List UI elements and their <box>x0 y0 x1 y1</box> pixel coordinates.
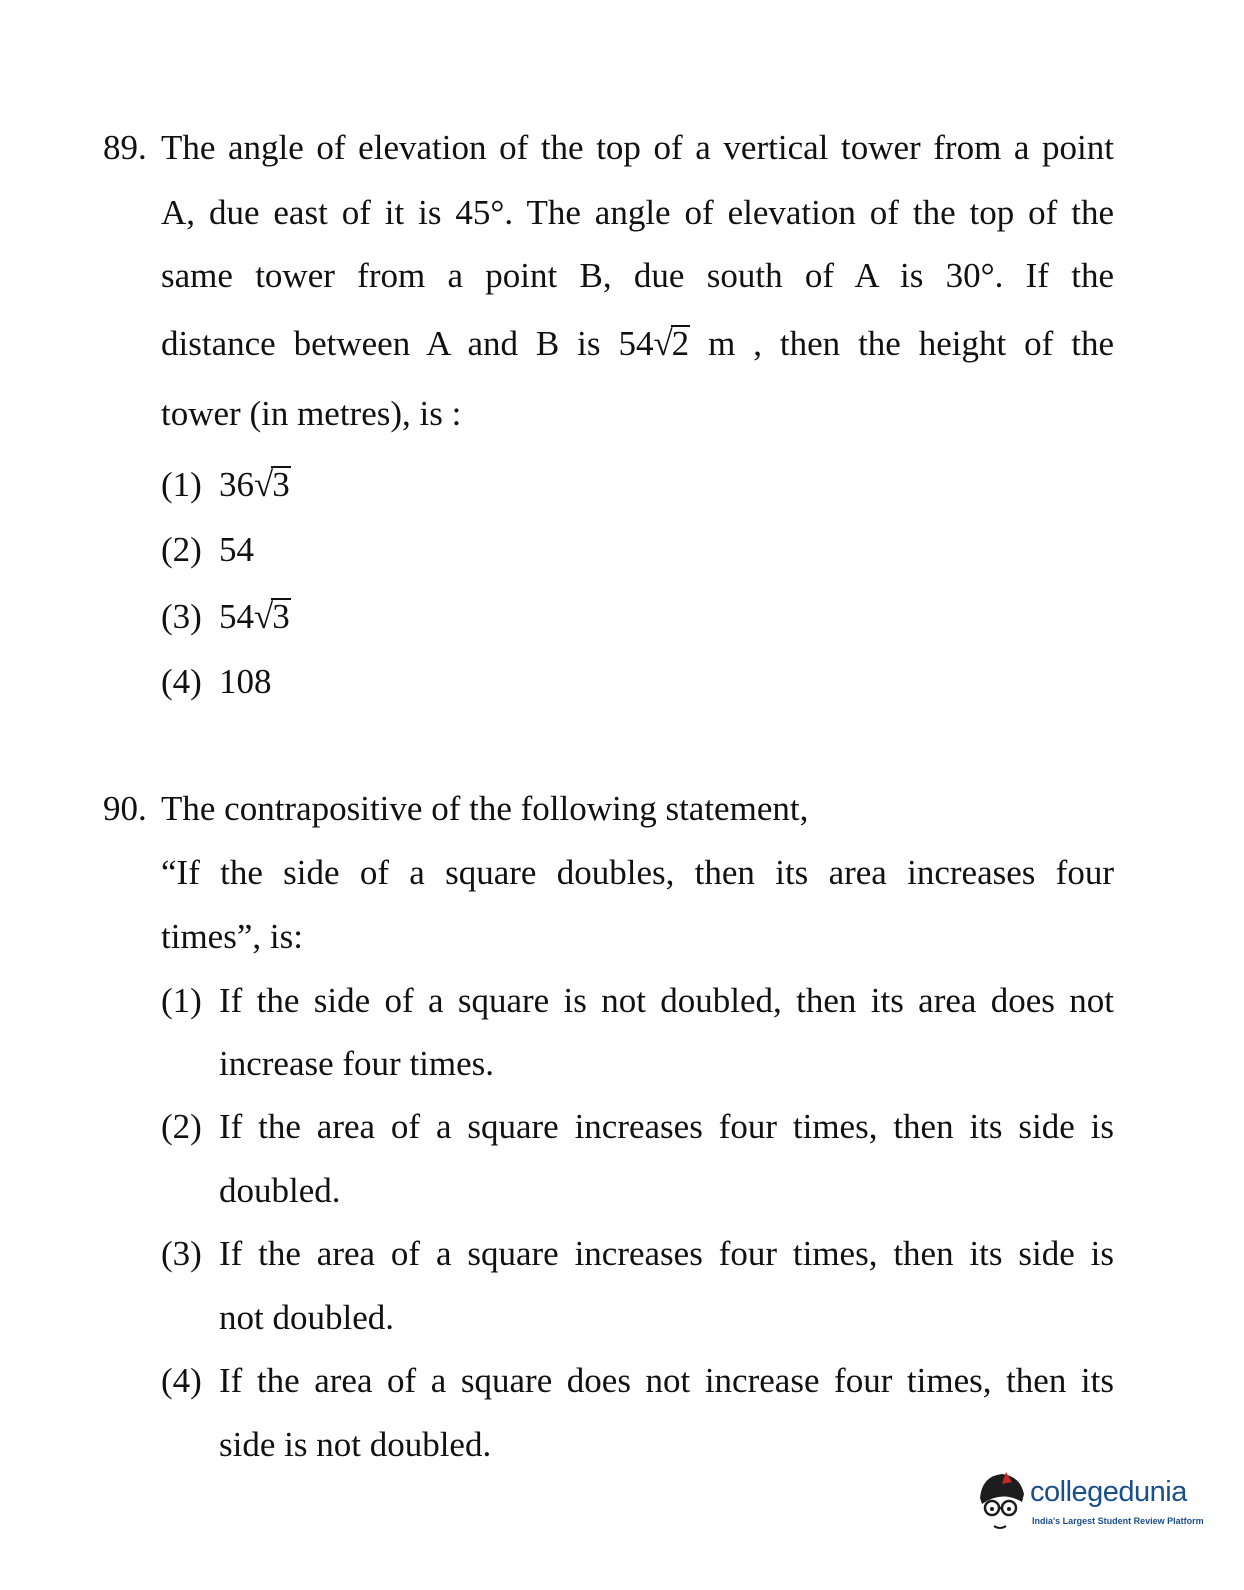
question-text-line: same tower from a point B, due south of A is 30°. If the <box>161 256 1114 295</box>
logo-tagline: India's Largest Student Review Platform <box>1032 1516 1204 1526</box>
mascot-icon <box>972 1468 1032 1558</box>
option-label: (2) <box>161 1107 202 1146</box>
option-2 <box>161 530 254 570</box>
option-text: If the area of a square increases four times, then its side is <box>219 1234 1114 1273</box>
text-fragment: m , then the height of the <box>690 324 1115 363</box>
option-text: side is not doubled. <box>219 1425 492 1464</box>
option-1 <box>161 465 291 505</box>
question-text-line: A, due east of it is 45°. The angle of elevation of the top of the <box>161 193 1114 232</box>
option-label: (4) <box>161 662 202 701</box>
question-text-line: “If the side of a square doubles, then its area increases four <box>161 853 1114 892</box>
option-text: increase four times. <box>219 1044 495 1083</box>
option-label: (2) <box>161 530 202 569</box>
sqrt-symbol: √3 <box>254 597 290 636</box>
option-text: If the area of a square increases four times, then its side is <box>219 1107 1114 1146</box>
radicand: 2 <box>671 324 690 363</box>
option-label: (3) <box>161 1234 202 1273</box>
logo-wordmark: collegedunia <box>1030 1476 1187 1508</box>
option-label: (4) <box>161 1361 202 1400</box>
option-3 <box>161 597 291 637</box>
sqrt-symbol: √2 <box>653 324 690 363</box>
question-text-line <box>161 324 1114 364</box>
option-text: If the side of a square is not doubled, then its area does not <box>219 981 1114 1020</box>
option-coef: 54 <box>219 597 254 636</box>
option-label: (1) <box>161 981 202 1020</box>
question-text-line: The angle of elevation of the top of a vertical tower from a point <box>161 128 1114 167</box>
option-label: (3) <box>161 597 202 636</box>
question-number: 89. <box>103 128 147 167</box>
question-text-line: times”, is: <box>161 917 303 956</box>
radicand: 3 <box>272 465 290 504</box>
option-label: (1) <box>161 465 202 504</box>
option-coef: 36 <box>219 465 254 504</box>
question-text-line: tower (in metres), is : <box>161 394 462 433</box>
radicand: 3 <box>272 597 290 636</box>
option-text: 108 <box>219 662 272 701</box>
option-text: not doubled. <box>219 1298 394 1337</box>
question-number: 90. <box>103 789 147 828</box>
question-text-line: The contrapositive of the following statement, <box>161 789 809 828</box>
sqrt-symbol: √3 <box>254 465 290 504</box>
collegedunia-logo <box>972 1468 1207 1558</box>
option-text: 54 <box>219 530 254 569</box>
option-text: doubled. <box>219 1171 341 1210</box>
option-text: If the area of a square does not increase four times, then its <box>219 1361 1114 1400</box>
option-4 <box>161 662 272 702</box>
text-fragment: distance between A and B is 54 <box>161 324 654 363</box>
